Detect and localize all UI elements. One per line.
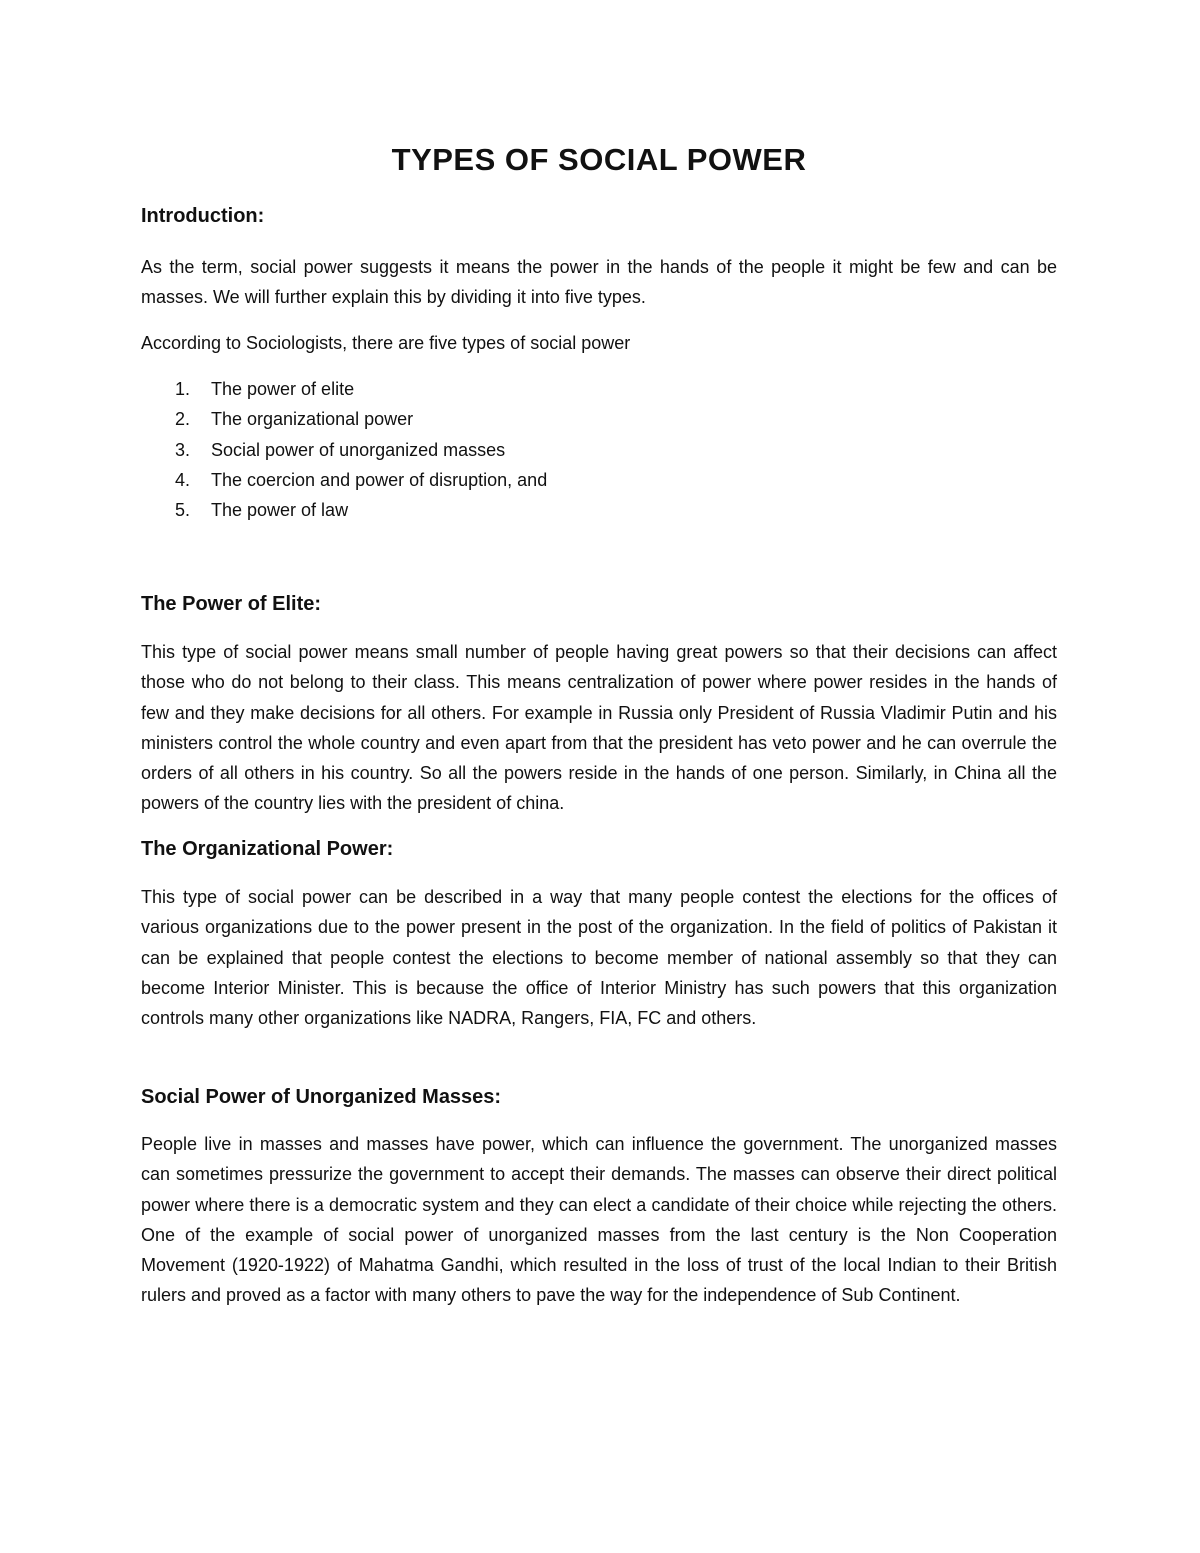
list-item-number: 5.: [175, 500, 191, 521]
list-item-label: The coercion and power of disruption, and: [211, 469, 548, 490]
unorganized-masses-heading: Social Power of Unorganized Masses:: [141, 1086, 502, 1108]
organizational-heading: The Organizational Power:: [141, 838, 394, 860]
list-item-number: 2.: [175, 409, 191, 430]
list-item-label: The power of elite: [211, 379, 355, 399]
list-item-label: The power of law: [211, 500, 349, 521]
elite-heading: The Power of Elite:: [141, 593, 322, 615]
intro-heading: Introduction:: [141, 205, 265, 227]
elite-paragraph: This type of social power means small number of people having great powers so that their decisions can affect those who do not belong to their class. This means centralization of power where power resides in the hands of few and they make decisions for all others. For example in Russia only President of Russia Vladimir Putin and his ministers control the whole country and even apart from that the president has veto power and he can overrule the orders of all others in his country. So all the powers reside in the hands of one person. Similarly, in China all the powers of the country lies with the president of china.: [141, 642, 1057, 814]
list-item-label: Social power of unorganized masses: [211, 439, 506, 460]
list-item-number: 4.: [175, 469, 191, 490]
list-item-number: 1.: [175, 379, 191, 399]
list-item-number: 3.: [175, 439, 191, 460]
organizational-paragraph: This type of social power can be described in a way that many people contest the elections for the offices of various organizations due to the power present in the post of the organization. In the field of politics of Pakistan it can be explained that people contest the elections to become member of national assembly so that they can become Interior Minister. This is because the office of Interior Ministry has such powers that this organization controls many other organizations like NADRA, Rangers, FIA, FC and others.: [141, 887, 1057, 1029]
document-title: TYPES OF SOCIAL POWER: [391, 142, 807, 177]
unorganized-masses-paragraph: People live in masses and masses have power, which can influence the government. The unorganized masses can sometimes pressurize the government to accept their demands. The masses can observe their direct political power where there is a democratic system and they can elect a candidate of their choice while rejecting the others. One of the example of social power of unorganized masses from the last century is the Non Cooperation Movement (1920-1922) of Mahatma Gandhi, which resulted in the loss of trust of the local Indian to their British rulers and proved as a factor with many others to pave the way for the independence of Sub Continent.: [141, 1134, 1057, 1306]
intro-paragraph: As the term, social power suggests it means the power in the hands of the people it might be few and can be masses. We will further explain this by dividing it into five types.: [141, 257, 1057, 308]
list-item-label: The organizational power: [211, 409, 414, 430]
types-lead-text: According to Sociologists, there are five types of social power: [141, 333, 631, 353]
